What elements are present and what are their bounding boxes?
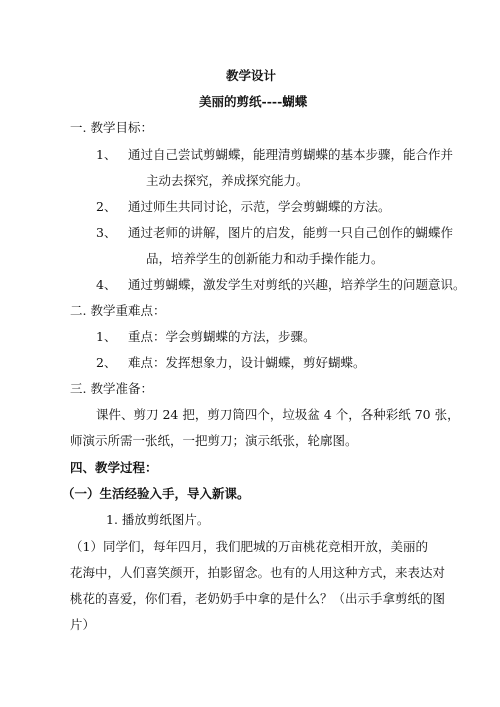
paragraph-line: 课件、剪刀 24 把，剪刀筒四个，垃圾盆 4 个，各种彩纸 70 张，	[96, 407, 460, 422]
paragraph-line: （1）同学们，每年四月，我们肥城的万亩桃花竞相开放，美丽的	[70, 539, 428, 554]
list-item-number: 1、	[96, 147, 117, 162]
paragraph-line: 片）	[70, 617, 96, 632]
list-item-text: 通过剪蝴蝶，激发学生对剪纸的兴趣，培养学生的问题意识。	[128, 277, 466, 292]
list-item-text: 难点：发挥想象力，设计蝴蝶，剪好蝴蝶。	[128, 355, 366, 370]
section-heading: 二. 教学重难点：	[70, 303, 166, 318]
paragraph-line: 花海中，人们喜笑颜开，拍影留念。也有的人用这种方式，来表达对	[70, 565, 446, 580]
subsection-heading: （一）生活经验入手，导入新课。	[62, 486, 250, 501]
list-item-text: 通过老师的讲解，图片的启发，能剪一只自己创作的蝴蝶作	[128, 225, 454, 240]
list-item-number: 2、	[96, 199, 117, 214]
list-item-text: 品，培养学生的创新能力和动手操作能力。	[146, 251, 384, 266]
doc-title: 教学设计	[226, 68, 277, 83]
list-item-number: 1、	[96, 329, 117, 344]
paragraph-line: 师演示所需一张纸，一把剪刀；演示纸张，轮廓图。	[70, 433, 358, 448]
paragraph-line: 桃花的喜爱，你们看，老奶奶手中拿的是什么？（出示手拿剪纸的图	[70, 591, 446, 606]
list-item-text: 重点：学会剪蝴蝶的方法，步骤。	[128, 329, 316, 344]
list-item-text: 通过自己尝试剪蝴蝶，能理清剪蝴蝶的基本步骤，能合作并	[128, 147, 454, 162]
list-item-number: 2、	[96, 355, 117, 370]
section-heading: 四、教学过程：	[70, 460, 158, 475]
step-text: 1. 播放剪纸图片。	[106, 512, 210, 527]
section-heading: 三. 教学准备：	[70, 381, 153, 396]
list-item-text: 通过师生共同讨论，示范，学会剪蝴蝶的方法。	[128, 199, 391, 214]
list-item-number: 3、	[96, 225, 117, 240]
list-item-text: 主动去探究，养成探究能力。	[146, 173, 309, 188]
doc-subtitle: 美丽的剪纸----蝴蝶	[199, 94, 308, 109]
section-heading: 一. 教学目标：	[70, 120, 153, 135]
list-item-number: 4、	[96, 277, 117, 292]
